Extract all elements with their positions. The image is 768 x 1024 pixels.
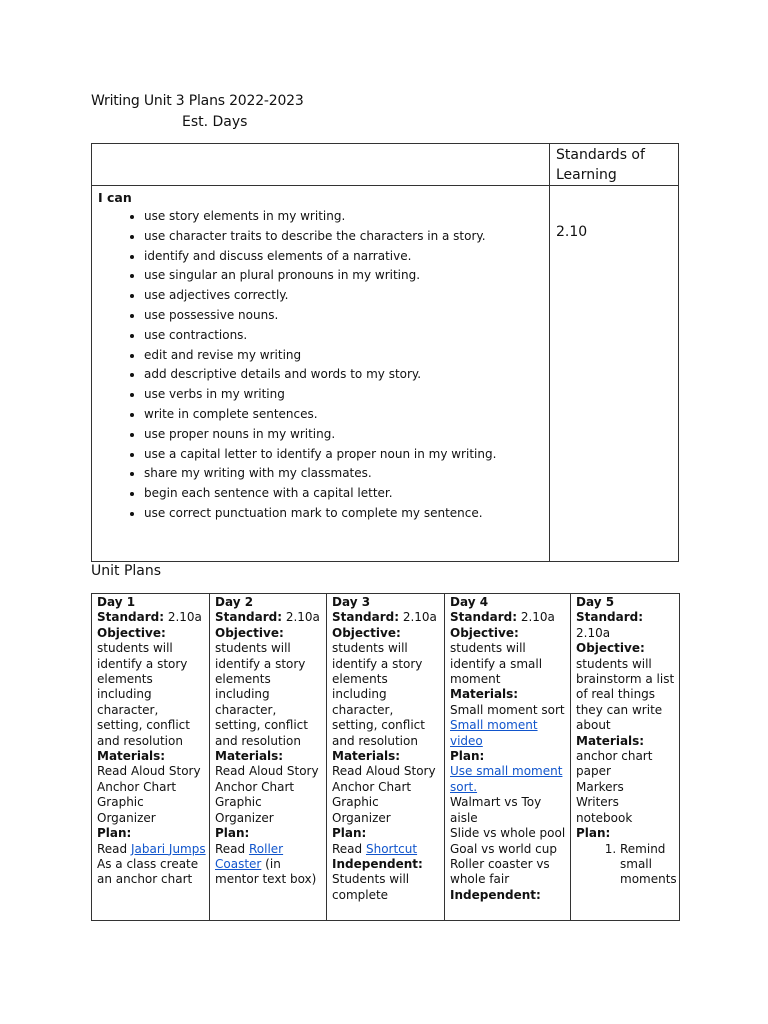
list-item: • use character traits to describe the characters in a story. <box>144 227 549 247</box>
standard-value: 2.10a <box>282 610 320 625</box>
day-1-cell <box>92 594 210 921</box>
objective-text: students will identify a story elements including character, setting, conflict and resolution <box>332 641 425 748</box>
material-item: Anchor Chart <box>215 779 295 794</box>
ican-cell <box>92 186 550 562</box>
plan-list <box>576 842 676 888</box>
material-item: Graphic Organizer <box>215 795 274 825</box>
roller-coaster-link[interactable]: Roller Coaster <box>215 841 284 871</box>
standards-column-header: Standards of Learning <box>550 144 679 186</box>
plan-label: Plan: <box>450 749 485 764</box>
plan-prefix: Read <box>97 841 131 856</box>
objective-text: students will identify a small moment <box>450 641 543 687</box>
plan-label: Plan: <box>215 826 250 841</box>
objective-text: students will brainstorm a list of real things they can write about <box>576 656 675 733</box>
day-label: Day 4 <box>450 595 489 609</box>
objective-label: Objective: <box>332 625 401 640</box>
plan-item: Slide vs whole pool <box>450 826 566 841</box>
standard-label: Standard: <box>215 610 283 625</box>
plan-label: Plan: <box>332 826 367 841</box>
material-item: Read Aloud Story <box>215 764 319 779</box>
list-item: • use contractions. <box>144 326 549 346</box>
objective-text: students will identify a story elements including character, setting, conflict and resolution <box>97 641 190 748</box>
independent-label: Independent: <box>450 887 541 902</box>
standard-value: 2.10a <box>517 610 555 625</box>
list-item: • edit and revise my writing <box>144 346 549 366</box>
objective-label: Objective: <box>215 625 284 640</box>
unit-plans-table <box>91 593 680 921</box>
material-item: Graphic Organizer <box>332 795 391 825</box>
list-item: • use correct punctuation mark to complete my sentence. <box>144 504 549 524</box>
materials-label: Materials: <box>576 733 645 748</box>
objective-label: Objective: <box>97 625 166 640</box>
list-item: • write in complete sentences. <box>144 405 549 425</box>
material-item: Anchor Chart <box>97 779 177 794</box>
plan-prefix: Read <box>215 841 249 856</box>
list-item: • share my writing with my classmates. <box>144 464 549 484</box>
plan-prefix: Read <box>332 841 366 856</box>
standards-table <box>91 143 679 562</box>
list-item: • add descriptive details and words to my story. <box>144 365 549 385</box>
plan-label: Plan: <box>97 826 132 841</box>
unit-plans-heading: Unit Plans <box>91 563 162 579</box>
standard-label: Standard: <box>576 610 644 625</box>
day-2-cell <box>210 594 327 921</box>
plan-text: As a class create an anchor chart <box>97 856 199 887</box>
day-4-cell <box>445 594 571 921</box>
document-subtitle: Est. Days <box>182 114 248 130</box>
material-item: Writers notebook <box>576 795 633 825</box>
list-item: • use adjectives correctly. <box>144 286 549 306</box>
plan-item: Walmart vs Toy aisle <box>450 795 542 825</box>
day-5-cell <box>571 594 680 921</box>
jabari-jumps-link[interactable]: Jabari Jumps <box>130 841 206 856</box>
standard-value: 2.10a <box>164 610 202 625</box>
standard-value: 2.10a <box>576 625 611 640</box>
list-item: • use proper nouns in my writing. <box>144 425 549 445</box>
plan-text: (in mentor text box) <box>215 856 317 887</box>
list-item: • use singular an plural pronouns in my writing. <box>144 266 549 286</box>
material-item: Small moment sort <box>450 702 565 717</box>
list-item: • use story elements in my writing. <box>144 207 549 227</box>
plan-item: Roller coaster vs whole fair <box>450 856 550 887</box>
standard-label: Standard: <box>332 610 400 625</box>
plan-label: Plan: <box>576 826 611 841</box>
document-title: Writing Unit 3 Plans 2022-2023 <box>91 93 304 109</box>
objective-label: Objective: <box>576 641 645 656</box>
material-item: Read Aloud Story <box>97 764 201 779</box>
objective-text: students will identify a story elements including character, setting, conflict and resolution <box>215 641 308 748</box>
materials-label: Materials: <box>332 749 401 764</box>
list-item: • use a capital letter to identify a proper noun in my writing. <box>144 445 549 465</box>
list-item: • use verbs in my writing <box>144 385 549 405</box>
list-item: • identify and discuss elements of a narrative. <box>144 247 549 267</box>
plan-item: Goal vs world cup <box>450 841 557 856</box>
standard-value: 2.10a <box>399 610 437 625</box>
standards-header-blank <box>92 144 550 186</box>
list-item: • begin each sentence with a capital letter. <box>144 484 549 504</box>
day-3-cell <box>327 594 445 921</box>
material-item: Read Aloud Story <box>332 764 436 779</box>
material-item: Graphic Organizer <box>97 795 156 825</box>
material-item: anchor chart paper <box>576 749 653 779</box>
standard-label: Standard: <box>97 610 165 625</box>
standard-value: 2.10 <box>550 186 679 562</box>
material-item: Markers <box>576 779 624 794</box>
independent-label: Independent: <box>332 856 423 871</box>
material-item: Anchor Chart <box>332 779 412 794</box>
standard-label: Standard: <box>450 610 518 625</box>
shortcut-link[interactable]: Shortcut <box>365 841 418 856</box>
materials-label: Materials: <box>97 749 166 764</box>
ican-label: I can <box>98 190 132 205</box>
day-label: Day 1 <box>97 595 136 609</box>
day-label: Day 3 <box>332 595 371 609</box>
independent-text: Students will complete <box>332 872 410 902</box>
day-label: Day 5 <box>576 595 615 609</box>
day-label: Day 2 <box>215 595 254 609</box>
ican-list <box>92 207 549 524</box>
materials-label: Materials: <box>215 749 284 764</box>
plan-item: 1. Remind small moments <box>620 842 676 888</box>
small-moment-video-link[interactable]: Small moment video <box>450 718 538 748</box>
list-item: • use possessive nouns. <box>144 306 549 326</box>
objective-label: Objective: <box>450 625 519 640</box>
small-moment-sort-link[interactable]: Use small moment sort. <box>450 764 563 794</box>
materials-label: Materials: <box>450 687 519 702</box>
